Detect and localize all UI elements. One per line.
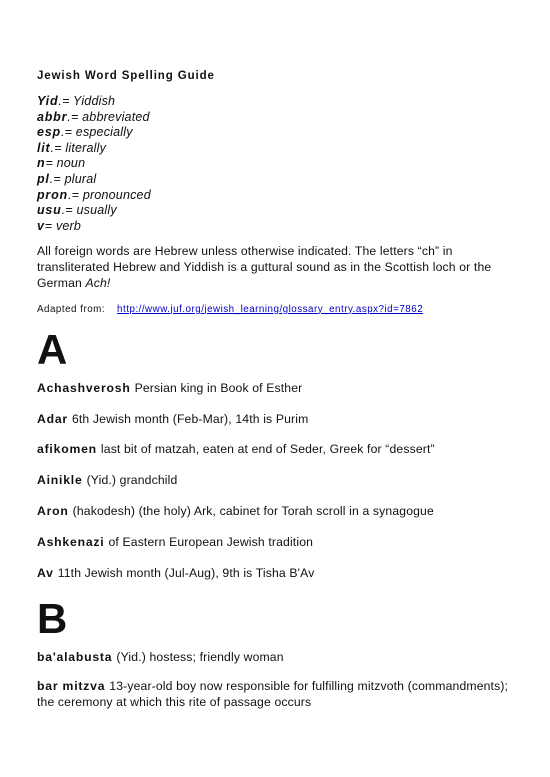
abbreviation-definition: .= especially (60, 125, 133, 140)
glossary-entry (37, 679, 517, 711)
entry-term: afikomen (37, 442, 97, 457)
abbreviation-definition: .= literally (50, 140, 107, 155)
abbreviation-item (37, 172, 517, 188)
document-page (37, 70, 517, 724)
abbreviation-term: esp (37, 125, 61, 140)
entry-term: ba'alabusta (37, 650, 113, 665)
entry-term: Achashverosh (37, 380, 131, 395)
glossary-entry (37, 412, 517, 428)
document-title: Jewish Word Spelling Guide (37, 70, 215, 82)
intro-paragraph (37, 244, 517, 291)
entry-definition: (Yid.) hostess; friendly woman (116, 650, 284, 665)
intro-italic-word: Ach! (85, 275, 111, 290)
source-line (37, 304, 517, 315)
abbreviation-term: pl (37, 171, 50, 186)
entry-definition: (Yid.) grandchild (86, 473, 178, 488)
abbreviation-definition: .= Yiddish (58, 94, 116, 108)
abbreviation-item (37, 188, 517, 204)
entry-definition: of Eastern European Jewish tradition (108, 534, 314, 549)
source-link[interactable]: http://www.juf.org/jewish_learning/glossary_entry.aspx?id=7862 (117, 303, 424, 315)
entry-definition: 11th Jewish month (Jul-Aug), 9th is Tisha B'Av (57, 565, 315, 580)
abbreviation-item (37, 141, 517, 157)
abbreviation-list (37, 94, 517, 234)
abbreviation-item (37, 203, 517, 219)
abbreviation-item (37, 125, 517, 141)
abbreviation-definition: .= pronounced (67, 187, 151, 202)
entry-term: Adar (37, 411, 68, 426)
entry-term: bar mitzva (37, 679, 106, 694)
entry-definition: Persian king in Book of Esther (134, 380, 303, 395)
abbreviation-definition: = noun (45, 156, 86, 171)
entry-definition: (hakodesh) (the holy) Ark, cabinet for Torah scroll in a synagogue (72, 503, 434, 518)
section-letter-a: A (37, 325, 68, 373)
section-letter-b: B (37, 595, 68, 643)
abbreviation-item (37, 94, 517, 110)
glossary-entry (37, 566, 517, 582)
abbreviation-term: abbr (37, 109, 68, 124)
abbreviation-item (37, 219, 517, 235)
glossary-entry (37, 442, 517, 458)
glossary-entry (37, 535, 517, 551)
entry-term: Ashkenazi (37, 534, 105, 549)
entry-term: Ainikle (37, 473, 83, 488)
abbreviation-definition: = verb (44, 218, 82, 233)
abbreviation-term: usu (37, 203, 62, 218)
abbreviation-term: v (37, 218, 45, 233)
glossary-entry (37, 381, 517, 397)
abbreviation-item (37, 156, 517, 172)
abbreviation-term: n (37, 156, 46, 171)
abbreviation-term: Yid (37, 94, 59, 108)
abbreviation-term: lit (37, 140, 51, 155)
abbreviation-item (37, 110, 517, 126)
glossary-entry (37, 473, 517, 489)
entry-term: Av (37, 565, 54, 580)
entry-definition: 6th Jewish month (Feb-Mar), 14th is Purim (71, 411, 309, 426)
entry-definition: 13-year-old boy now responsible for fulfilling mitzvoth (commandments); the ceremony at which this rite of passage occurs (37, 679, 509, 709)
source-label: Adapted from: (37, 303, 106, 315)
abbreviation-definition: .= usually (61, 203, 117, 218)
entry-term: Aron (37, 503, 69, 518)
glossary-entry (37, 504, 517, 520)
entry-definition: last bit of matzah, eaten at end of Seder, Greek for “dessert” (100, 442, 435, 457)
abbreviation-term: pron (37, 187, 68, 202)
abbreviation-definition: .= abbreviated (67, 109, 150, 124)
intro-text: All foreign words are Hebrew unless otherwise indicated. The letters “ch” in transliterated Hebrew and Yiddish is a guttural sound as in the Scottish loch or the German (37, 244, 492, 290)
glossary-entry (37, 650, 517, 666)
abbreviation-definition: .= plural (49, 171, 97, 186)
